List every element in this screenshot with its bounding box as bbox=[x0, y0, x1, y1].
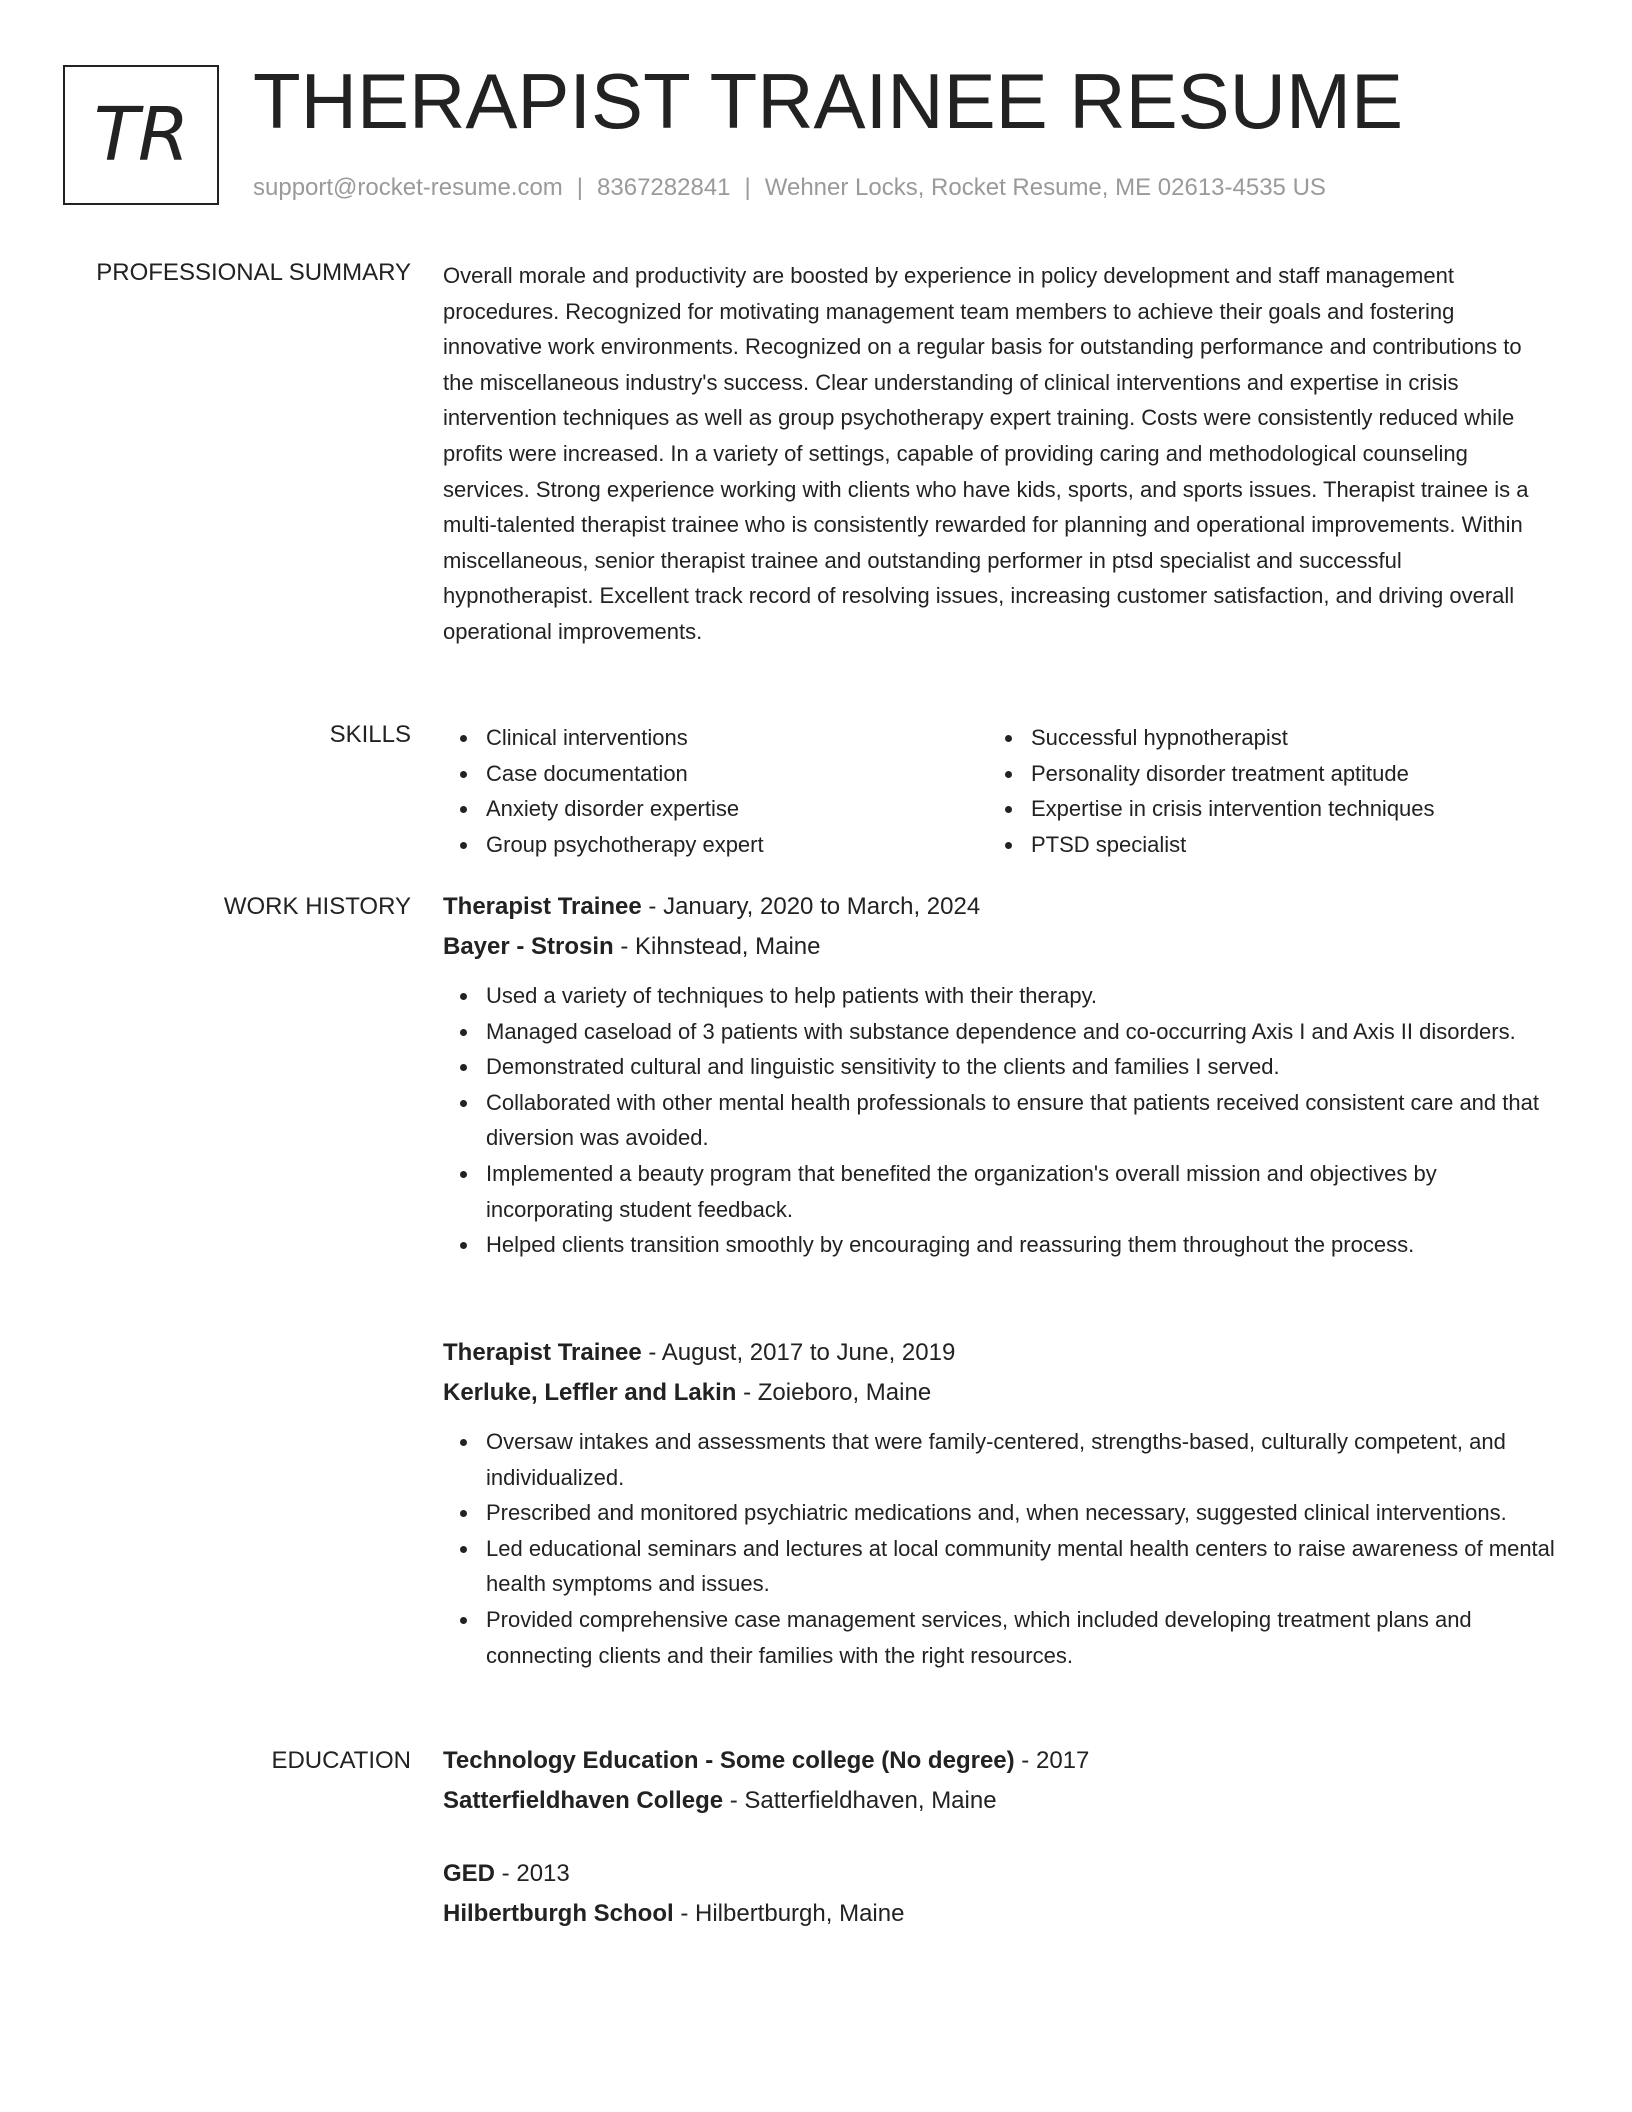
summary-text: Overall morale and productivity are boosted by experience in policy development and staff management procedures. Recognized for motivating management team members to achieve their goals and fostering innovative work environments. Recognized on a regular basis for outstanding performance and contributions to the miscellaneous industry's success. Clear understanding of clinical interventions and expertise in crisis intervention techniques as well as group psychotherapy expert training. Costs were consistently reduced while profits were increased. In a variety of settings, capable of providing caring and methodological counseling services. Strong experience working with clients who have kids, sports, and sports issues. Therapist trainee is a multi-talented therapist trainee who is consistently rewarded for planning and operational improvements. Within miscellaneous, senior therapist trainee and outstanding performer in ptsd specialist and successful hypnotherapist. Excellent track record of resolving issues, increasing customer satisfaction, and driving overall operational improvements. bbox=[443, 263, 1529, 644]
contact-separator: | bbox=[576, 174, 584, 201]
job-company: Bayer - Strosin bbox=[443, 933, 614, 960]
job-company-line bbox=[443, 1373, 1558, 1413]
education-school: Satterfieldhaven College bbox=[443, 1787, 724, 1814]
education-degree-line bbox=[443, 1854, 1558, 1894]
monogram-box bbox=[63, 65, 219, 205]
education-degree: Technology Education - Some college (No degree) bbox=[443, 1747, 1015, 1774]
job-location: - Zoieboro, Maine bbox=[736, 1379, 932, 1406]
skills-heading: SKILLS bbox=[329, 721, 411, 748]
job-bullets bbox=[443, 978, 1558, 1263]
skills-list-right bbox=[988, 720, 1533, 862]
job-bullet: Implemented a beauty program that benefited the organization's overall mission and objectives by incorporating student feedback. bbox=[443, 1156, 1558, 1227]
job-title-line bbox=[443, 1333, 1558, 1373]
contact-separator: | bbox=[744, 174, 751, 201]
education-school-line bbox=[443, 1894, 1558, 1934]
monogram-initials: TR bbox=[93, 92, 189, 178]
education-school-line bbox=[443, 1781, 1558, 1821]
work-heading: WORK HISTORY bbox=[223, 893, 411, 920]
skill-item: Group psychotherapy expert bbox=[443, 827, 988, 863]
job-company: Kerluke, Leffler and Lakin bbox=[443, 1379, 737, 1406]
job-bullet: Led educational seminars and lectures at local community mental health centers to raise awareness of mental health symptoms and issues. bbox=[443, 1531, 1558, 1602]
skill-item: Successful hypnotherapist bbox=[988, 720, 1533, 756]
job-bullet: Demonstrated cultural and linguistic sensitivity to the clients and families I served. bbox=[443, 1049, 1558, 1085]
job-company-line bbox=[443, 927, 1558, 967]
job-bullet: Prescribed and monitored psychiatric medications and, when necessary, suggested clinical interventions. bbox=[443, 1495, 1558, 1531]
education-year: - 2017 bbox=[1014, 1747, 1090, 1774]
job-entry bbox=[443, 887, 1558, 1263]
summary-heading: PROFESSIONAL SUMMARY bbox=[96, 259, 411, 286]
skills-columns bbox=[443, 720, 1558, 862]
job-bullet: Provided comprehensive case management services, which included developing treatment plans and connecting clients and their families with the right resources. bbox=[443, 1602, 1558, 1673]
job-bullet: Managed caseload of 3 patients with substance dependence and co-occurring Axis I and Axis II disorders. bbox=[443, 1014, 1558, 1050]
contact-phone[interactable]: 8367282841 bbox=[597, 174, 731, 201]
education-heading: EDUCATION bbox=[271, 1747, 411, 1774]
job-entry bbox=[443, 1333, 1558, 1673]
summary-body bbox=[443, 258, 1558, 650]
skills-body bbox=[443, 720, 1558, 862]
job-title: Therapist Trainee bbox=[443, 893, 642, 920]
job-location: - Kihnstead, Maine bbox=[613, 933, 821, 960]
skill-item: PTSD specialist bbox=[988, 827, 1533, 863]
job-title-line bbox=[443, 887, 1558, 927]
skills-list-left bbox=[443, 720, 988, 862]
skill-item: Case documentation bbox=[443, 756, 988, 792]
job-dates: - January, 2020 to March, 2024 bbox=[641, 893, 981, 920]
education-location: - Hilbertburgh, Maine bbox=[673, 1900, 905, 1927]
job-bullets bbox=[443, 1424, 1558, 1673]
skill-item: Anxiety disorder expertise bbox=[443, 791, 988, 827]
education-school: Hilbertburgh School bbox=[443, 1900, 674, 1927]
skill-item: Clinical interventions bbox=[443, 720, 988, 756]
job-title: Therapist Trainee bbox=[443, 1339, 642, 1366]
education-year: - 2013 bbox=[495, 1860, 570, 1887]
resume-title: THERAPIST TRAINEE RESUME bbox=[253, 57, 1404, 145]
job-bullet: Used a variety of techniques to help patients with their therapy. bbox=[443, 978, 1558, 1014]
job-dates: - August, 2017 to June, 2019 bbox=[641, 1339, 956, 1366]
job-bullet: Oversaw intakes and assessments that were family-centered, strengths-based, culturally competent, and individualized. bbox=[443, 1424, 1558, 1495]
contact-email[interactable]: support@rocket-resume.com bbox=[253, 174, 563, 201]
skill-item: Personality disorder treatment aptitude bbox=[988, 756, 1533, 792]
contact-line bbox=[253, 173, 1326, 203]
job-bullet: Collaborated with other mental health professionals to ensure that patients received consistent care and that diversion was avoided. bbox=[443, 1085, 1558, 1156]
education-entry bbox=[443, 1741, 1558, 1821]
education-entry bbox=[443, 1854, 1558, 1934]
education-degree: GED bbox=[443, 1860, 496, 1887]
skill-item: Expertise in crisis intervention techniques bbox=[988, 791, 1533, 827]
education-degree-line bbox=[443, 1741, 1558, 1781]
job-bullet: Helped clients transition smoothly by encouraging and reassuring them throughout the process. bbox=[443, 1227, 1558, 1263]
contact-address: Wehner Locks, Rocket Resume, ME 02613-4535 US bbox=[764, 174, 1326, 201]
education-location: - Satterfieldhaven, Maine bbox=[723, 1787, 997, 1814]
